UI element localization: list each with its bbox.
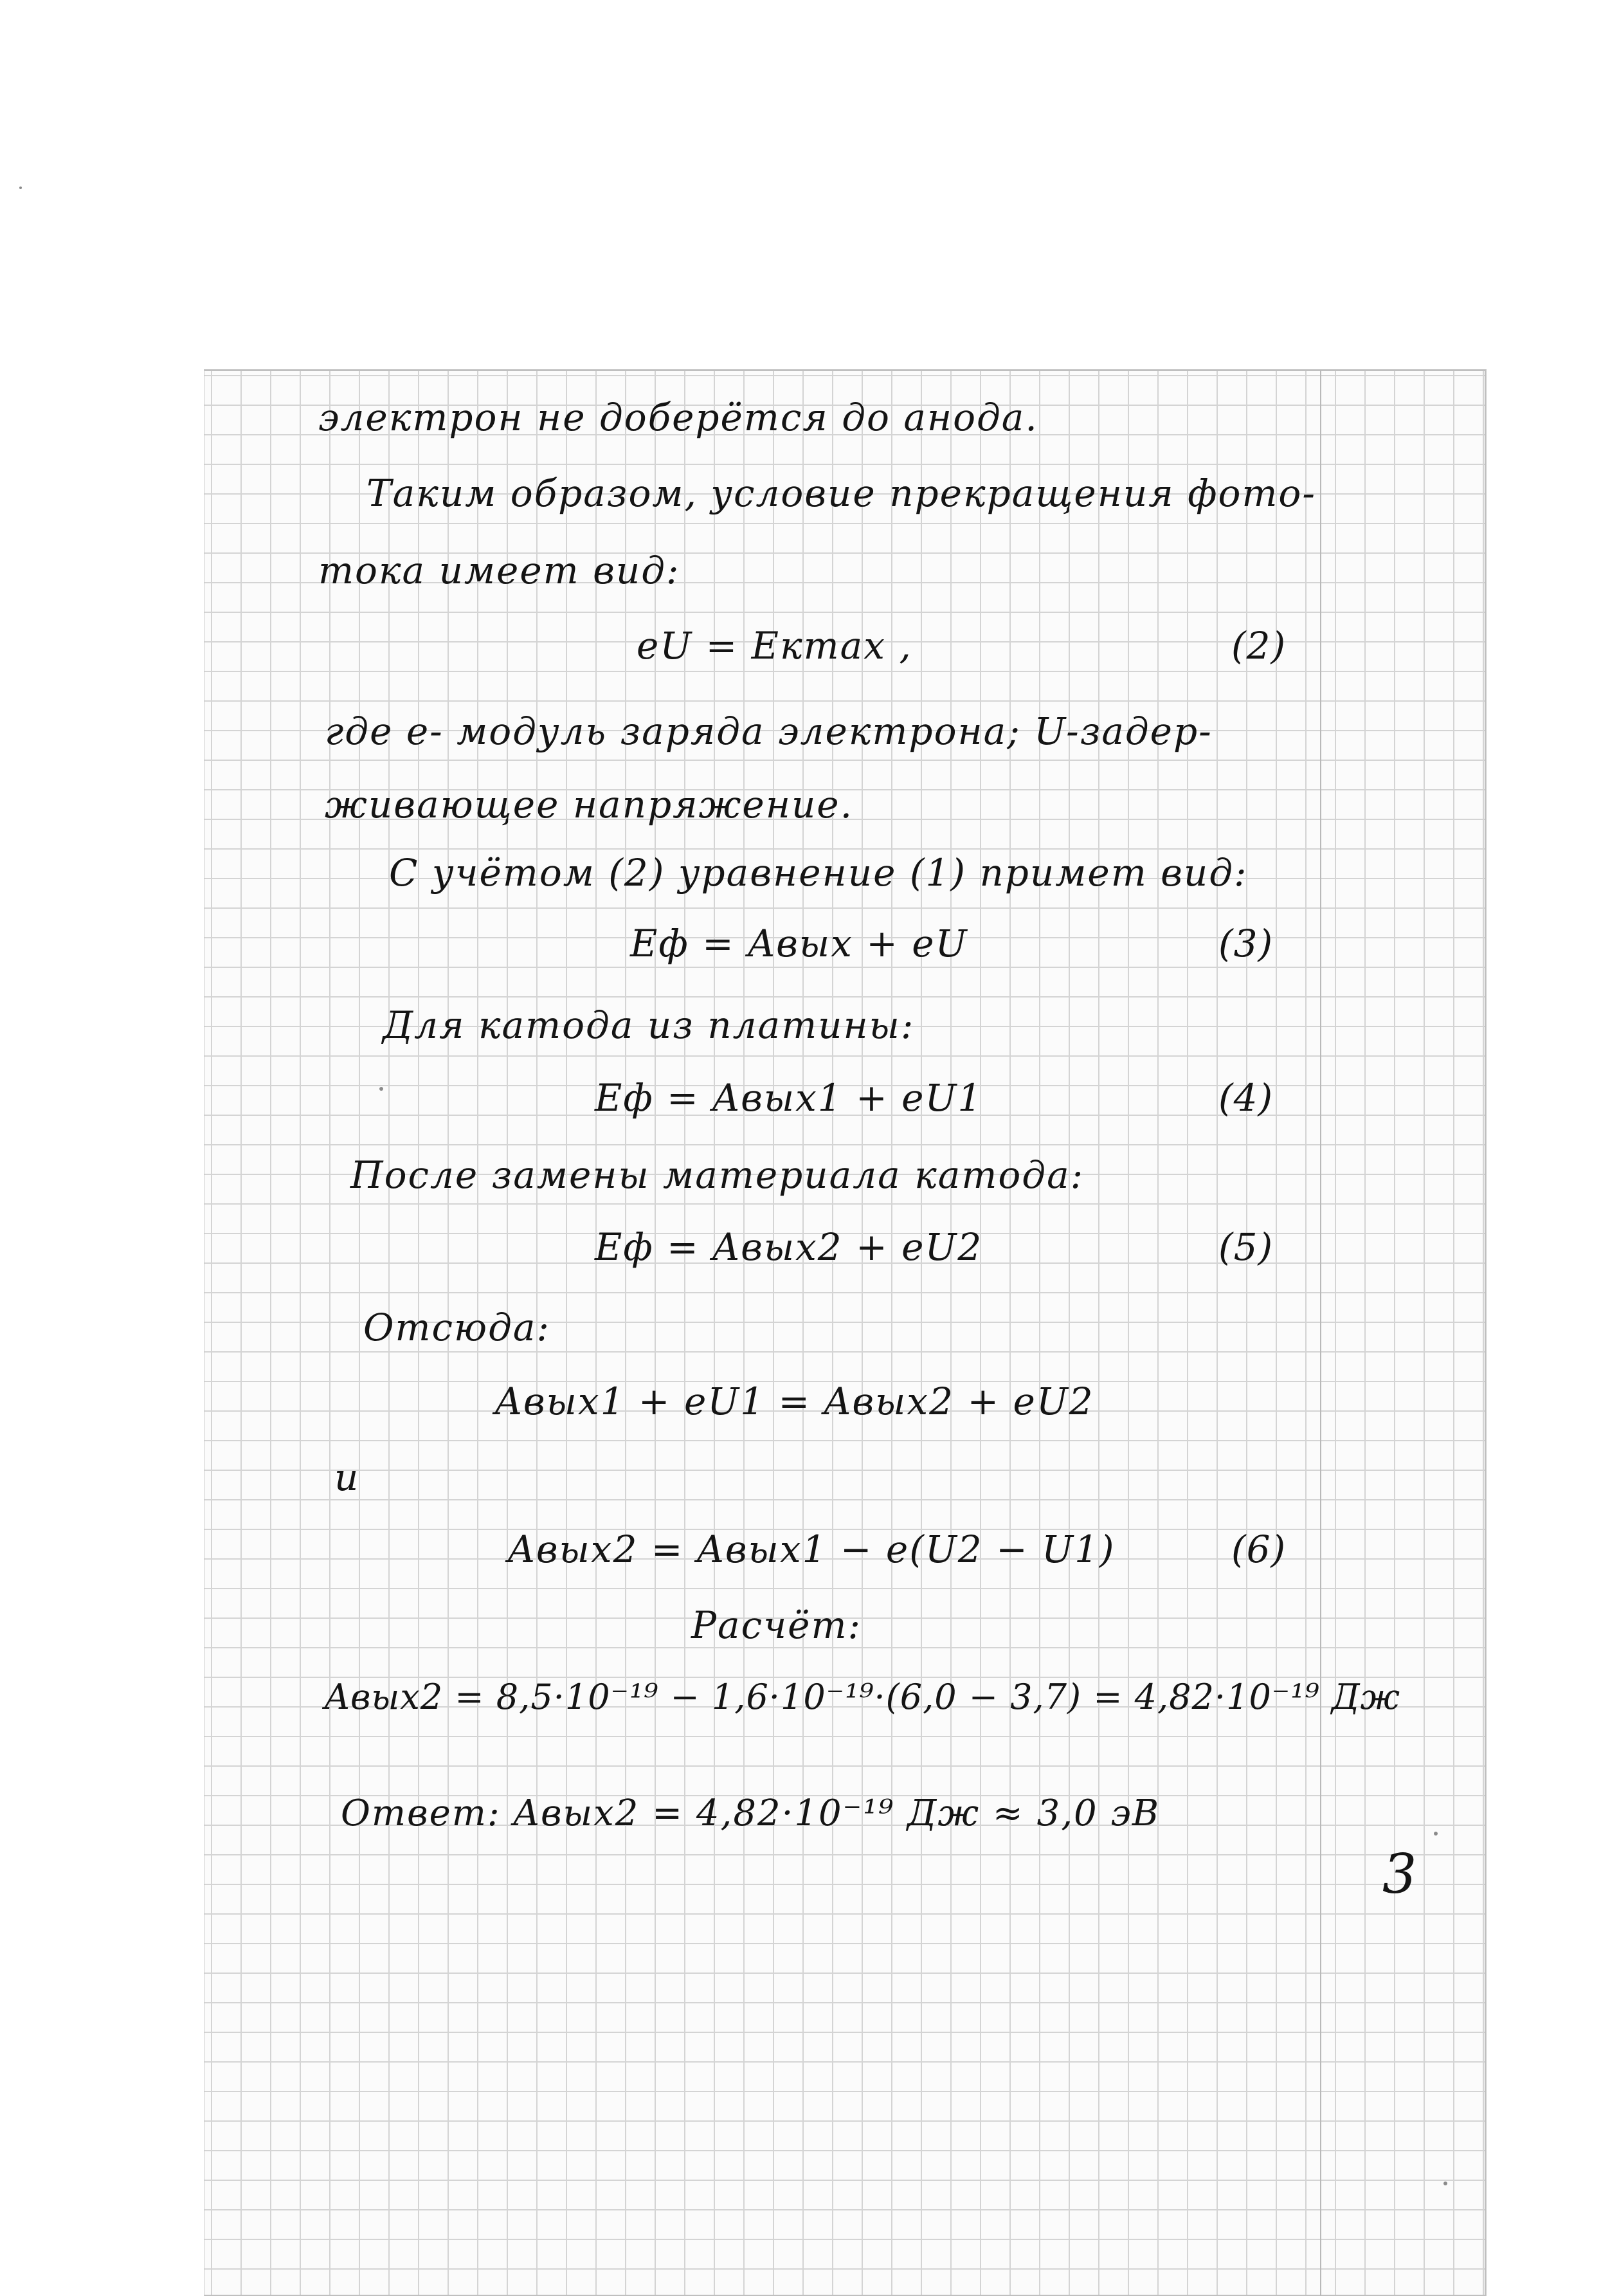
text-line-15: и <box>334 1455 360 1499</box>
text-line-17: Расчёт: <box>691 1603 862 1647</box>
sheet-edge-right <box>1485 370 1486 2296</box>
text-line-3: тока имеет вид: <box>318 549 680 592</box>
equation-2: eU = Eкmax , <box>637 624 912 668</box>
margin-line <box>1320 370 1321 2296</box>
text-line-2: Таким образом, условие прекращения фото- <box>366 471 1316 515</box>
equation-6: Aвых2 = Aвых1 − e(U2 − U1) <box>508 1527 1116 1571</box>
equation-5-number: (5) <box>1218 1225 1274 1269</box>
scan-speck <box>19 187 22 189</box>
scan-speck <box>379 1087 383 1091</box>
equation-2-number: (2) <box>1231 624 1287 668</box>
page-number: 3 <box>1382 1843 1417 1906</box>
equation-5: Eф = Aвых2 + eU2 <box>595 1225 983 1269</box>
text-line-7: С учётом (2) уравнение (1) примет вид: <box>389 851 1248 895</box>
equation-3: Eф = Aвых + eU <box>630 922 968 965</box>
text-line-5: где e- модуль заряда электрона; U-задер- <box>325 709 1213 753</box>
equation-equality: Aвых1 + eU1 = Aвых2 + eU2 <box>495 1380 1094 1423</box>
text-line-9: Для катода из платины: <box>383 1003 915 1047</box>
calculation-line: Aвых2 = 8,5·10⁻¹⁹ − 1,6·10⁻¹⁹·(6,0 − 3,7) = 4,82·10⁻¹⁹ Дж <box>325 1677 1401 1717</box>
sheet-edge-top <box>204 370 1486 371</box>
text-line-6: живающее напряжение. <box>325 783 854 826</box>
text-line-13: Отсюда: <box>363 1306 550 1349</box>
answer-line: Ответ: Aвых2 = 4,82·10⁻¹⁹ Дж ≈ 3,0 эВ <box>341 1792 1160 1834</box>
scan-speck <box>1443 2182 1447 2185</box>
scan-speck <box>1434 1832 1438 1836</box>
equation-4-number: (4) <box>1218 1076 1274 1120</box>
text-line-1: электрон не доберётся до анода. <box>318 396 1038 439</box>
equation-6-number: (6) <box>1231 1527 1287 1571</box>
text-line-11: После замены материала катода: <box>350 1153 1085 1197</box>
equation-3-number: (3) <box>1218 922 1274 965</box>
equation-4: Eф = Aвых1 + eU1 <box>595 1076 983 1120</box>
